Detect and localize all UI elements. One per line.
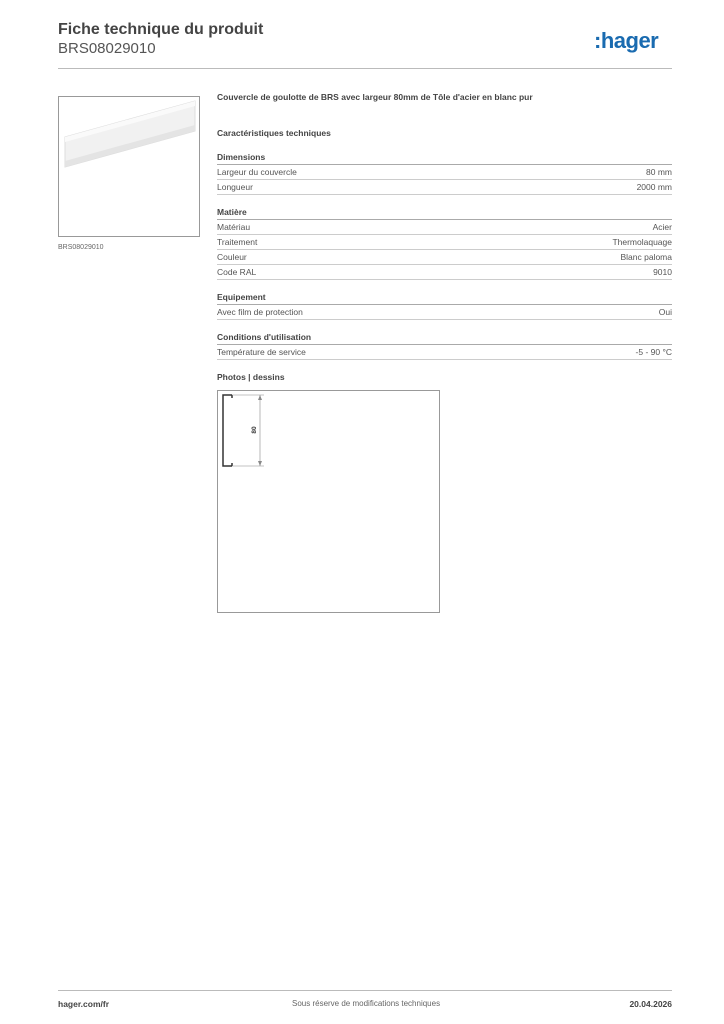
row-label: Largeur du couvercle (217, 167, 297, 177)
technical-drawing (217, 390, 440, 613)
group-title: Conditions d'utilisation (217, 332, 672, 345)
row-label: Code RAL (217, 267, 257, 277)
table-row (217, 345, 672, 360)
row-label: Longueur (217, 182, 253, 192)
row-value: -5 - 90 °C (635, 347, 672, 357)
header-divider (58, 68, 672, 69)
footer-notice: Sous réserve de modifications techniques (292, 999, 441, 1008)
hager-logo[interactable]: :hager (594, 28, 659, 53)
logo-text: hager (600, 28, 659, 53)
row-value: Acier (652, 222, 672, 232)
product-description: Couvercle de goulotte de BRS avec largeur 80mm de Tôle d'acier en blanc pur (217, 92, 533, 102)
footer-website-link[interactable]: hager.com/fr (58, 999, 110, 1009)
footer-date: 20.04.2026 (629, 999, 672, 1009)
group-title: Dimensions (217, 152, 672, 165)
content-column (217, 92, 672, 613)
table-row (217, 250, 672, 265)
row-value: Oui (658, 307, 672, 317)
group-conditions (217, 332, 672, 360)
photo-caption: BRS08029010 (58, 244, 104, 251)
row-value: 80 mm (646, 167, 672, 177)
row-value: 2000 mm (636, 182, 672, 192)
group-equipement (217, 292, 672, 320)
row-label: Couleur (217, 252, 247, 262)
group-title: Matière (217, 207, 672, 220)
row-label: Avec film de protection (217, 307, 303, 317)
row-label: Matériau (217, 222, 251, 232)
table-row (217, 235, 672, 250)
page-title: Fiche technique du produit (58, 21, 264, 38)
table-row (217, 220, 672, 235)
photos-title: Photos | dessins (217, 372, 285, 382)
dimension-label: 80 (251, 426, 258, 434)
table-row (217, 265, 672, 280)
row-label: Traitement (217, 237, 258, 247)
characteristics-title: Caractéristiques techniques (217, 128, 331, 138)
row-value: 9010 (653, 267, 672, 277)
table-row (217, 165, 672, 180)
group-title: Equipement (217, 292, 672, 305)
row-value: Thermolaquage (612, 237, 672, 247)
row-value: Blanc paloma (620, 252, 672, 262)
group-matiere (217, 207, 672, 280)
footer-divider (58, 990, 672, 991)
group-dimensions (217, 152, 672, 195)
product-photo (58, 96, 200, 237)
table-row (217, 180, 672, 195)
table-row (217, 305, 672, 320)
row-label: Température de service (217, 347, 306, 357)
product-reference: BRS08029010 (58, 40, 156, 57)
